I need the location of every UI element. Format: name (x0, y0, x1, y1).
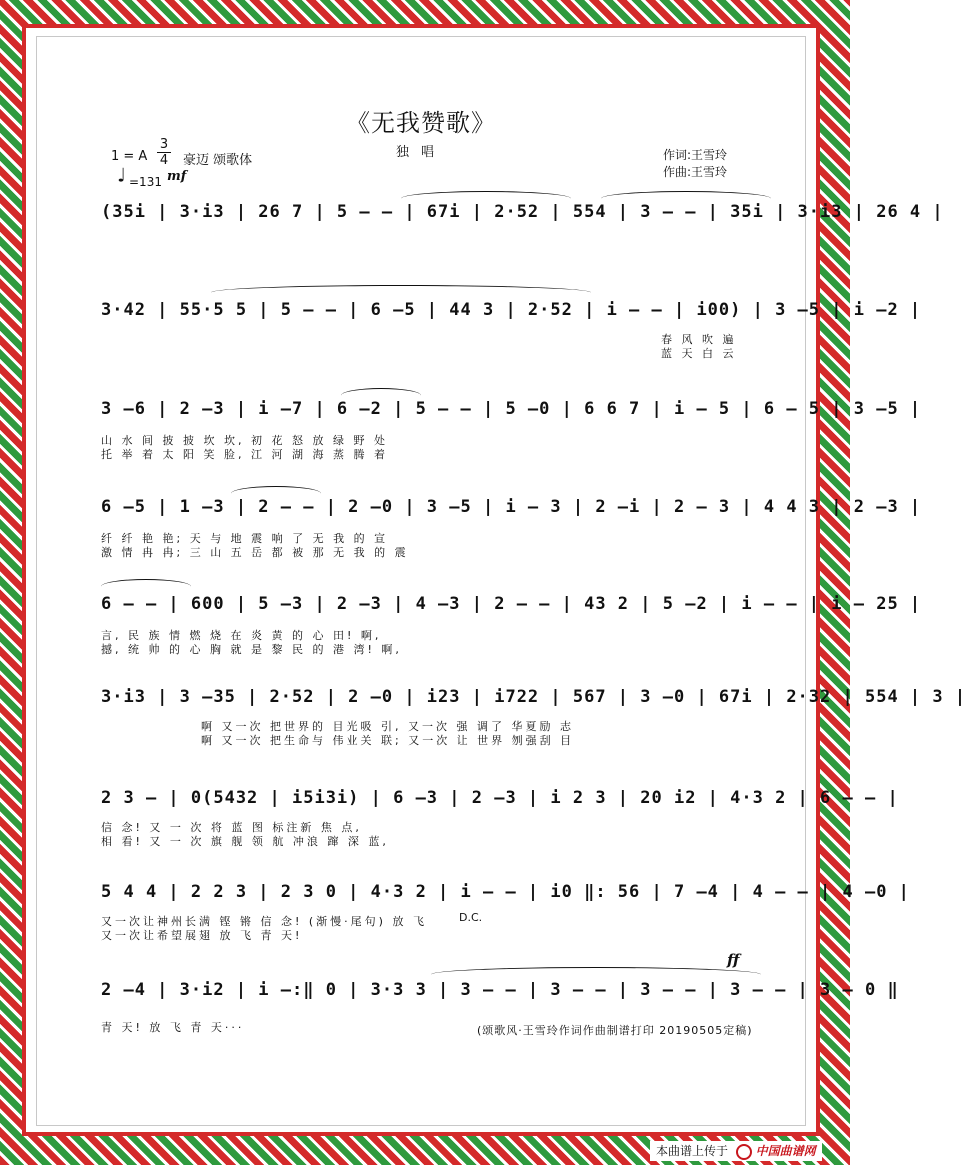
score-row-4 (101, 492, 922, 559)
slur (401, 191, 571, 206)
lyric-verse-1: 山 水 间 披 披 坎 坎, 初 花 怒 放 绿 野 处 (101, 434, 388, 447)
lyric-verse-2: 啊 又一次 把生命与 伟业关 联; 又一次 让 世界 刎强刮 目 (201, 734, 575, 747)
footer-watermark (650, 1141, 822, 1161)
lyric-verse-1: 纤 纤 艳 艳; 天 与 地 震 响 了 无 我 的 宣 (101, 532, 389, 545)
slur (211, 285, 591, 300)
site-name[interactable]: 中国曲谱网 (755, 1144, 816, 1158)
notation-line: (35i | 3·i3 | 26 7 | 5 — — | 67i | 2·52 | 554 | 3 — — | 35i | 3·i3 | 26 4 | (101, 202, 944, 222)
notation-line: 6 — — | 600 | 5 —3 | 2 —3 | 4 —3 | 2 — — | 43 2 | 5 —2 | i — — | i — 25 | (101, 594, 922, 614)
notation-line: 5 4 4 | 2 2 3 | 2 3 0 | 4·3 2 | i — — | i0 ‖: 56 | 7 —4 | 4 — — | 4 —0 | (101, 882, 910, 902)
score-row-5 (101, 589, 922, 656)
lyricist: 作词:王雪玲 (663, 148, 728, 162)
lyric-verse-1: 又一次让神州长满 铿 锵 信 念! (渐慢·尾句) 放 飞 (101, 915, 427, 928)
slur (601, 191, 771, 206)
tempo-mark: =131 (129, 175, 162, 189)
lyric-verse-2: 又一次让希望展翅 放 飞 青 天! (101, 929, 303, 942)
lyric-verse-2: 相 看! 又 一 次 旗 舰 领 航 冲浪 蹿 深 蓝, (101, 835, 389, 848)
time-signature (157, 137, 171, 168)
style-indication: 豪迈 颂歌体 (183, 153, 253, 168)
meter-bottom: 4 (157, 152, 171, 168)
notation-line: 3 —6 | 2 —3 | i —7 | 6 —2 | 5 — — | 5 —0 | 6 6 7 | i — 5 | 6 — 5 | 3 —5 | (101, 399, 922, 419)
dc-mark: D.C. (459, 911, 483, 924)
slur (431, 967, 761, 982)
score-row-1 (101, 197, 944, 227)
notation-line: 3·42 | 55·5 5 | 5 — — | 6 —5 | 44 3 | 2·52 | i — — | i00) | 3 —5 | i —2 | (101, 300, 922, 320)
score-sheet (36, 36, 966, 1126)
dynamic-ff: ff (727, 951, 740, 969)
lyric-verse-1: 青 天! 放 飞 青 天··· (101, 1021, 245, 1034)
score-subtitle: 独唱 (395, 145, 446, 160)
lyric-verse-1: 啊 又一次 把世界的 目光吸 引, 又一次 强 调了 华夏励 志 (201, 720, 574, 733)
lyric-verse-1: 言, 民 族 情 燃 烧 在 炎 黄 的 心 田! 啊, (101, 629, 382, 642)
composer: 作曲:王雪玲 (663, 165, 728, 179)
end-credit: (颂歌风·王雪玲作词作曲制谱打印 20190505定稿) (477, 1024, 753, 1037)
notation-line: 2 3 — | 0(5432 | i5i3i) | 6 —3 | 2 —3 | i 2 3 | 20 i2 | 4·3 2 | 6 — — | (101, 788, 899, 808)
score-row-3 (101, 394, 922, 461)
upload-text: 本曲谱上传于 (656, 1144, 729, 1158)
lyric-verse-2: 蓝 天 白 云 (661, 347, 737, 360)
lyric-verse-2: 撼, 统 帅 的 心 胸 就 是 黎 民 的 港 湾! 啊, (101, 643, 402, 656)
lyric-verse-2: 激 情 冉 冉; 三 山 五 岳 都 被 那 无 我 的 震 (101, 546, 409, 559)
lyric-verse-2: 托 举 着 太 阳 笑 脸, 江 河 湖 海 蒸 腾 着 (101, 448, 388, 461)
score-row-2 (101, 295, 922, 360)
meter-top: 3 (159, 137, 169, 152)
notation-line: 6 —5 | 1 —3 | 2 — — | 2 —0 | 3 —5 | i — 3 | 2 —i | 2 — 3 | 4 4 3 | 2 —3 | (101, 497, 922, 517)
score-row-7 (101, 783, 899, 848)
site-logo-icon (736, 1144, 752, 1160)
dynamic-mf: mf (167, 169, 187, 184)
score-title: 《无我赞歌》 (346, 109, 496, 137)
key-signature: 1 = A (111, 149, 148, 164)
slur (101, 579, 191, 594)
lyric-verse-1: 信 念! 又 一 次 将 蓝 图 标注新 焦 点, (101, 821, 362, 834)
slur (231, 486, 321, 501)
score-row-6 (101, 682, 966, 747)
credits (663, 147, 727, 181)
lyric-verse-1: 春 风 吹 遍 (661, 333, 737, 346)
slur (341, 388, 421, 403)
notation-line: 2 —4 | 3·i2 | i —:‖ 0 | 3·3 3 | 3 — — | 3 — — | 3 — — | 3 — — | 3 — 0 ‖ (101, 980, 899, 1000)
quarter-note-icon: ♩ (115, 163, 128, 187)
notation-line: 3·i3 | 3 —35 | 2·52 | 2 —0 | i23 | i722 | 567 | 3 —0 | 67i | 2·32 | 554 | 3 | (101, 687, 966, 707)
